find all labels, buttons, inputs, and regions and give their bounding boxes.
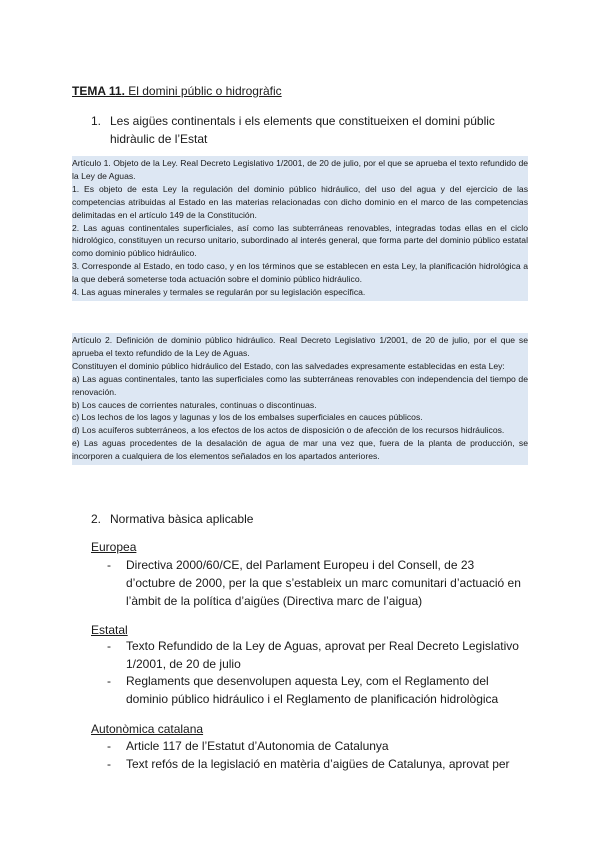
article-1-paragraph: 4. Las aguas minerales y termales se regularán por su legislación específica. [72,287,366,298]
article-1-paragraph: 2. Las aguas continentales superficiales, así como las subterráneas renovables, integradas todas ellas en el ciclo hidrológico, constituyen un recurso unitario, subordinado al interés general, que forma parte del dominio público estatal como dominio público hidráulico. [72,222,528,259]
section-2-text: Normativa bàsica aplicable [110,512,254,526]
bullet-dash: - [107,739,111,753]
article-2-item: b) Los cauces de corrientes naturales, continuas o discontinuas. [72,399,317,410]
section-2-number: 2. [91,512,102,526]
list-item-line: Text refós de la legislació en matèria d’aigües de Catalunya, aprovat per [126,757,510,771]
list-item-line: Article 117 de l’Estatut d’Autonomia de Catalunya [126,739,389,753]
list-item-line: 1/2001, de 20 de julio [126,657,241,671]
bullet-dash: - [107,674,111,688]
list-item-text [126,556,526,610]
article-1-heading: Artículo 1. Objeto de la Ley. Real Decreto Legislativo 1/2001, de 20 de julio, por el que se aprueba el texto refundido de la Ley de Aguas. [72,158,528,181]
list-item-text [126,755,526,773]
highlighted-quote-article-2 [72,333,528,465]
article-2-item: e) Las aguas procedentes de la desalación de agua de mar una vez que, fuera de la planta de producción, se incorporen a cualquiera de los elementos señalados en los apartados anteriores. [72,438,528,462]
bullet-dash: - [107,757,111,771]
section-1-text [110,112,495,148]
list-item-text [126,737,526,755]
article-1-paragraph: 3. Corresponde al Estado, en todo caso, y en los términos que se establecen en esta Ley, la planificación hidrológica a la que deberá someterse toda actuación sobre el dominio público hidráulico. [72,261,528,285]
subheading-autonomica: Autonòmica catalana [91,722,204,736]
section-1-line: Les aigües continentals i els elements que constitueixen el domini públic [110,114,495,128]
list-item-line: l’àmbit de la política d’aigües (Directiva marc de l’aigua) [126,594,423,608]
subheading-estatal: Estatal [91,623,128,637]
article-2-item: a) Las aguas continentales, tanto las superficiales como las subterráneas renovables con independencia del tiempo de renovación. [72,373,528,397]
list-item-text [126,637,526,673]
list-item-line: Directiva 2000/60/CE, del Parlament Europeu i del Consell, de 23 [126,558,475,572]
list-item-line: d’octubre de 2000, per la que s’estableix un marc comunitari d’actuació en [126,576,521,590]
section-1-line: hidràulic de l’Estat [110,132,208,146]
subheading-europea: Europea [91,540,137,554]
article-1-paragraph: 1. Es objeto de esta Ley la regulación del dominio público hidráulico, del uso del agua y del ejercicio de las competencias atribuidas al Estado en las materias relacionadas con dicho dominio en el marco de las competencias delimitadas en el artículo 149 de la Constitución. [72,183,528,220]
bullet-dash: - [107,558,111,572]
list-item-line: Texto Refundido de la Ley de Aguas, aprovat per Real Decreto Legislativo [126,639,519,653]
list-item-text [126,672,526,708]
list-item-line: Reglaments que desenvolupen aquesta Ley, com el Reglamento del [126,674,489,688]
bullet-dash: - [107,639,111,653]
article-2-item: d) Los acuíferos subterráneos, a los efectos de los actos de disposición o de afección de los recursos hidráulicos. [72,425,505,436]
article-2-heading: Artículo 2. Definición de dominio público hidráulico. Real Decreto Legislativo 1/2001, de 20 de julio, por el que se aprueba el texto refundido de la Ley de Aguas. [72,335,528,358]
title-number: TEMA 11. [72,84,125,98]
article-2-paragraph: Constituyen el dominio público hidráulico del Estado, con las salvedades expresamente establecidas en esta Ley: [72,360,505,371]
article-2-item: c) Los lechos de los lagos y lagunas y los de los embalses superficiales en cauces públicos. [72,412,423,423]
highlighted-quote-article-1 [72,156,528,301]
section-1-number: 1. [91,114,102,128]
list-item-line: dominio público hidráulico i el Reglamento de planificación hidrològica [126,692,499,706]
page-title [72,84,282,98]
title-text: El domini públic o hidrogràfic [124,84,282,98]
